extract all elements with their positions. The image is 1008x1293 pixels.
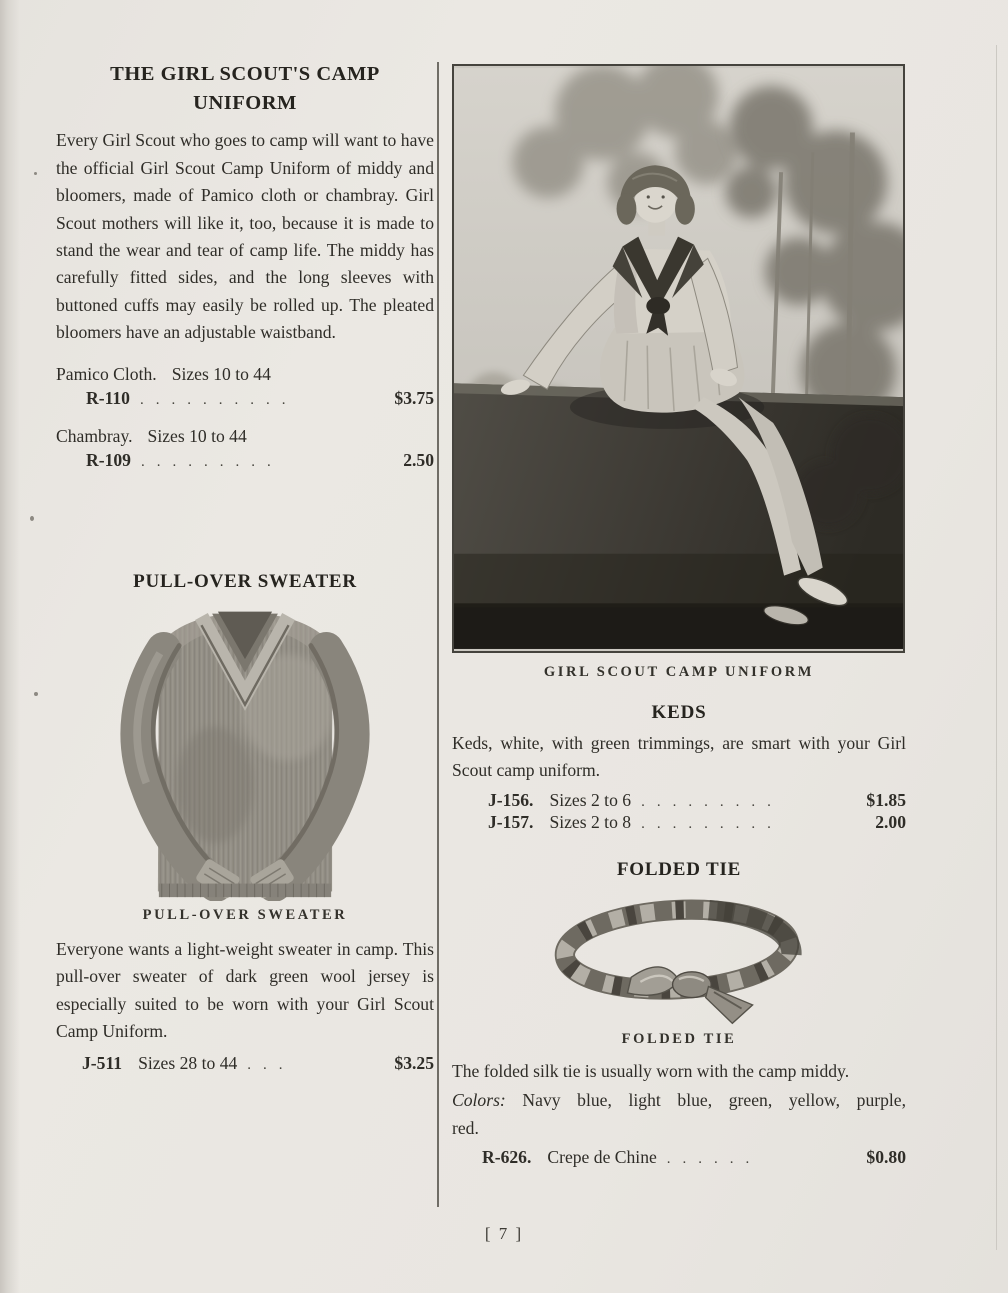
left-column: [56, 60, 434, 1074]
item-description: Crepe de Chine: [547, 1147, 657, 1168]
size-range: Sizes 10 to 44: [171, 363, 271, 384]
price-row: [56, 450, 434, 471]
photo-caption: GIRL SCOUT CAMP UNIFORM: [543, 664, 815, 680]
paper-speck: [34, 692, 38, 696]
camp-uniform-photo: [454, 66, 903, 651]
right-column: [452, 64, 906, 1168]
size-range: Sizes 2 to 8: [549, 811, 632, 832]
price-row: [56, 388, 434, 409]
item-code: R-110: [86, 387, 130, 408]
dot-leader: ..........: [139, 391, 298, 408]
fabric-name: Chambray.: [56, 425, 133, 446]
price-group-chambray: [56, 426, 434, 471]
item-code: R-109: [86, 449, 131, 470]
item-price: $0.80: [866, 1147, 906, 1168]
price-row: [56, 1053, 434, 1074]
price-group-pamico: [56, 364, 434, 409]
item-price: $3.25: [394, 1053, 434, 1074]
sweater-caption: PULL-OVER SWEATER: [142, 906, 348, 923]
dot-leader: .........: [140, 453, 283, 470]
page-title-line2: UNIFORM: [193, 92, 297, 115]
page-title-line1: THE GIRL SCOUT'S CAMP: [110, 63, 380, 85]
sweater-illustration: [99, 601, 391, 901]
item-code: R-626.: [482, 1147, 532, 1168]
dot-leader: .........: [641, 793, 783, 810]
item-price: 2.00: [875, 811, 906, 832]
fabric-line: [56, 364, 434, 385]
colors-label: Colors:: [452, 1090, 506, 1111]
tie-colors-line: [452, 1087, 906, 1142]
item-price: 2.50: [403, 449, 434, 470]
tie-description: The folded silk tie is usually worn with the camp middy.: [452, 1060, 850, 1081]
dot-leader: ......: [666, 1151, 762, 1168]
page-edge-line: [996, 45, 997, 1250]
fabric-name: Pamico Cloth.: [56, 363, 157, 384]
size-range: Sizes 2 to 6: [549, 789, 632, 810]
item-code: J-156.: [488, 789, 534, 810]
sweater-section-heading: PULL-OVER SWEATER: [133, 570, 357, 592]
price-row: [452, 790, 906, 811]
item-code: J-157.: [488, 811, 534, 832]
tie-caption: FOLDED TIE: [621, 1030, 737, 1047]
page-gutter-shadow: [0, 0, 20, 1293]
page-number: [ 7 ]: [484, 1224, 524, 1243]
fabric-line: [56, 426, 434, 447]
item-code: J-511: [82, 1053, 123, 1074]
uniform-description: Every Girl Scout who goes to camp will want to have the official Girl Scout Camp Uniform of middy and bloomers, made of Pamico cloth or chambray. Girl Scout mothers will like it, too, because it is made to stand the wear and tear of camp life. The middy has carefully fitted sides, and the long sleeves with buttoned cuffs may easily be rolled up. The pleated bloomers have an adjustable waistband.: [56, 130, 434, 343]
camp-uniform-photo-frame: [452, 64, 905, 653]
folded-tie-heading: FOLDED TIE: [616, 858, 742, 880]
dot-leader: .........: [641, 815, 783, 832]
paper-speck: [30, 516, 34, 521]
colors-values: Navy blue, light blue, green, yellow, purple, red.: [452, 1090, 906, 1138]
dot-leader: ...: [247, 1057, 295, 1074]
folded-tie-illustration: [509, 889, 849, 1027]
sweater-description: Everyone wants a light-weight sweater in camp. This pull-over sweater of dark green wool jersey is especially suited to be worn with your Girl Scout Camp Uniform.: [56, 938, 434, 1042]
item-price: $3.75: [394, 387, 434, 408]
item-price: $1.85: [866, 789, 906, 810]
paper-speck: [34, 172, 37, 175]
price-row: [452, 812, 906, 833]
keds-heading: KEDS: [651, 702, 707, 723]
column-divider-rule: [437, 62, 439, 1207]
size-range: Sizes 10 to 44: [147, 425, 247, 446]
keds-description: Keds, white, with green trimmings, are smart with your Girl Scout camp uniform.: [452, 733, 906, 781]
size-range: Sizes 28 to 44: [138, 1053, 238, 1074]
page-title: [56, 60, 434, 118]
price-row: [452, 1147, 906, 1168]
